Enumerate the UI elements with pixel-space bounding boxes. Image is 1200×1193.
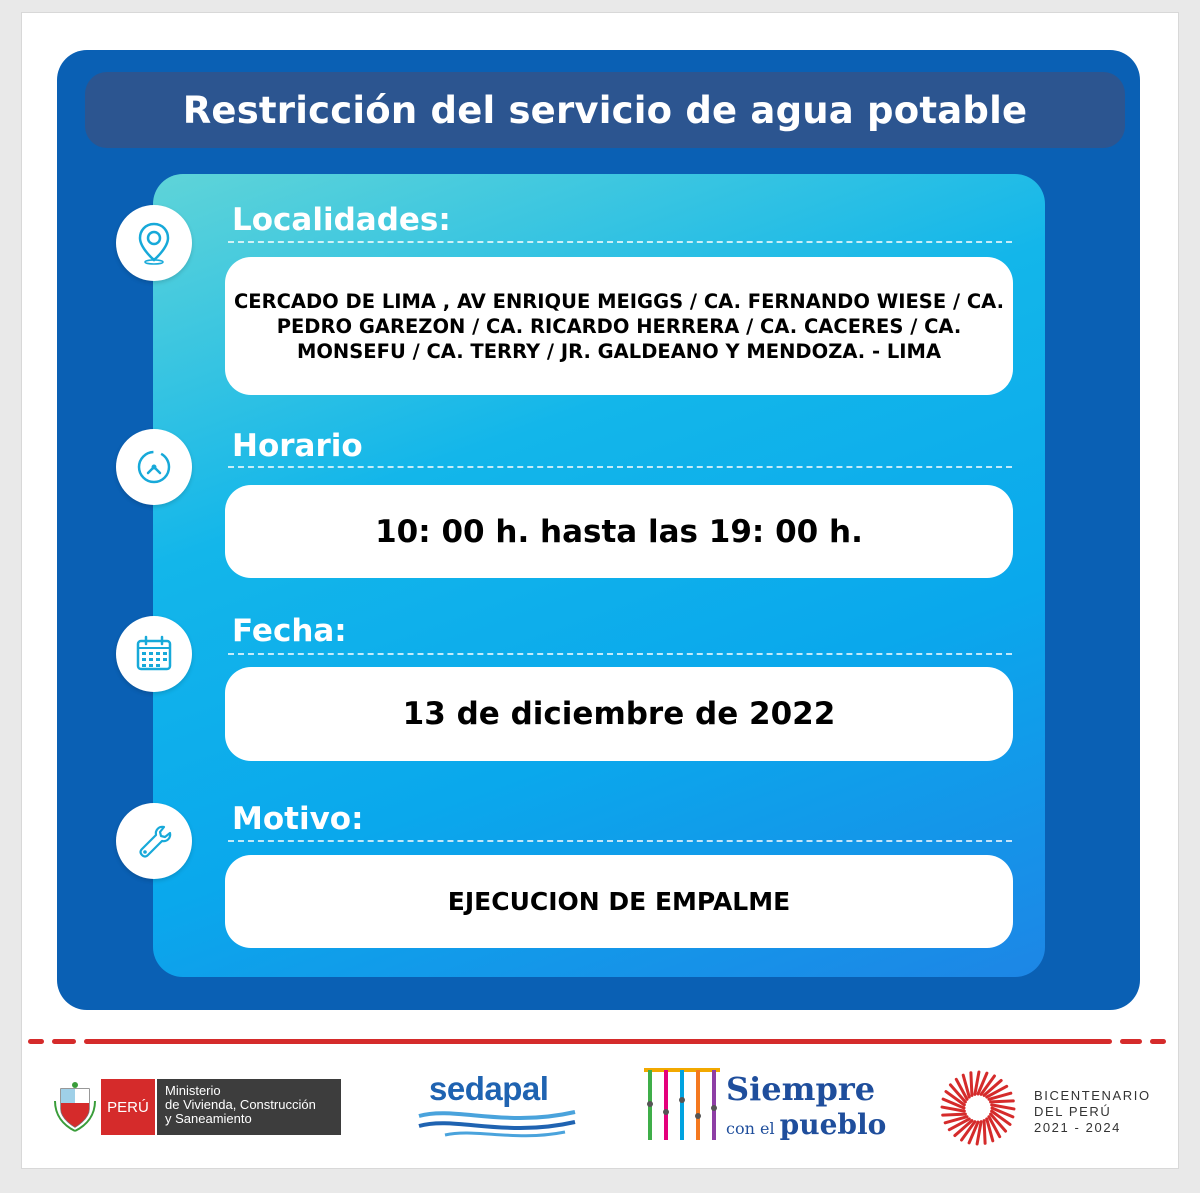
threads-icon: [640, 1064, 722, 1146]
bicentenario-line1: BICENTENARIO: [1034, 1088, 1151, 1103]
motivo-value: EJECUCION DE EMPALME: [447, 887, 791, 916]
slogan-line2a: con el: [726, 1119, 775, 1138]
localidades-value-box: [225, 257, 1013, 395]
localidades-label: Localidades:: [232, 202, 451, 238]
motivo-label: Motivo:: [232, 801, 364, 837]
fecha-value-box: [225, 667, 1013, 761]
footer-divider: [28, 1039, 1168, 1044]
bicentenario-line3: 2021 - 2024: [1034, 1120, 1121, 1135]
ministry-line2: de Vivienda, Construcción: [165, 1097, 316, 1112]
divider: [228, 653, 1012, 655]
bicentenario-sun-icon: [938, 1068, 1018, 1148]
location-pin-icon: [116, 205, 192, 281]
horario-value-box: [225, 485, 1013, 578]
slogan-logo: [640, 1064, 887, 1146]
wrench-icon: [116, 803, 192, 879]
divider: [228, 241, 1012, 243]
horario-label: Horario: [232, 428, 363, 464]
title-bar: [85, 72, 1125, 148]
ministry-line1: Ministerio: [165, 1083, 221, 1098]
fecha-label: Fecha:: [232, 613, 347, 649]
slogan-line2b: pueblo: [779, 1108, 887, 1141]
bicentenario-line2: DEL PERÚ: [1034, 1104, 1112, 1119]
divider: [228, 840, 1012, 842]
page-title: Restricción del servicio de agua potable: [182, 88, 1028, 132]
horario-value: 10: 00 h. hasta las 19: 00 h.: [375, 513, 863, 550]
peru-label: PERÚ: [107, 1098, 149, 1116]
ministry-line3: y Saneamiento: [165, 1111, 252, 1126]
coat-of-arms-icon: [53, 1081, 97, 1133]
slogan-line1: Siempre: [726, 1070, 876, 1108]
sedapal-logo: [415, 1070, 580, 1140]
water-waves-icon: [415, 1108, 580, 1140]
clock-icon: [116, 429, 192, 505]
fecha-value: 13 de diciembre de 2022: [402, 696, 836, 732]
ministry-logo: [53, 1079, 343, 1135]
motivo-value-box: [225, 855, 1013, 948]
bicentenario-logo: [938, 1068, 1158, 1148]
divider: [228, 466, 1012, 468]
localidades-value: CERCADO DE LIMA , AV ENRIQUE MEIGGS / CA. FERNANDO WIESE / CA. PEDRO GAREZON / CA. RICARDO HERRERA / CA. CACERES / CA. MONSEFU / CA. TERRY / JR. GALDEANO Y MENDOZA. - LIMA: [233, 289, 1005, 363]
sedapal-wordmark: sedapal: [429, 1070, 549, 1107]
calendar-icon: [116, 616, 192, 692]
